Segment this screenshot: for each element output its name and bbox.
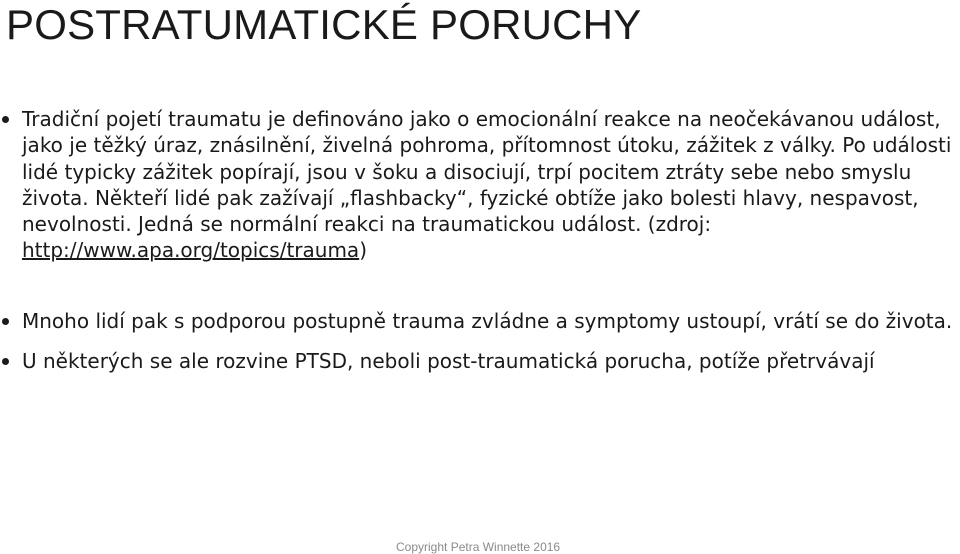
slide-content (22, 106, 956, 374)
bullet-item-ptsd (22, 348, 956, 374)
bullet-text: Tradiční pojetí traumatu je definováno jako o emocionální reakce na neočekávanou událost, jako je těžký úraz, znásilnění, živelná pohroma, přítomnost útoku, zážitek z války. Po události lidé typicky zážitek popírají, jsou v šoku a disociují, trpí pocitem ztráty sebe nebo smyslu života. Někteří lidé pak zažívají „flashbacky“, fyzické obtíže jako bolesti hlavy, nespavost, nevolnosti. Jedná se normální reakci na traumatickou událost. (zdroj: (22, 107, 952, 237)
slide-title: POSTRATUMATICKÉ PORUCHY (6, 1, 642, 48)
bullet-text: Mnoho lidí pak s podporou postupně trauma zvládne a symptomy ustoupí, vrátí se do života. (22, 308, 953, 333)
copyright-footer: Copyright Petra Winnette 2016 (396, 540, 561, 554)
bullet-item-recovery (22, 308, 956, 334)
bullet-item-definition (22, 106, 956, 264)
source-link[interactable]: http://www.apa.org/topics/trauma (22, 238, 360, 263)
bullet-text-end: ) (359, 238, 367, 263)
bullet-text: U některých se ale rozvine PTSD, neboli post-traumatická porucha, potíže přetrvávají (22, 349, 875, 374)
